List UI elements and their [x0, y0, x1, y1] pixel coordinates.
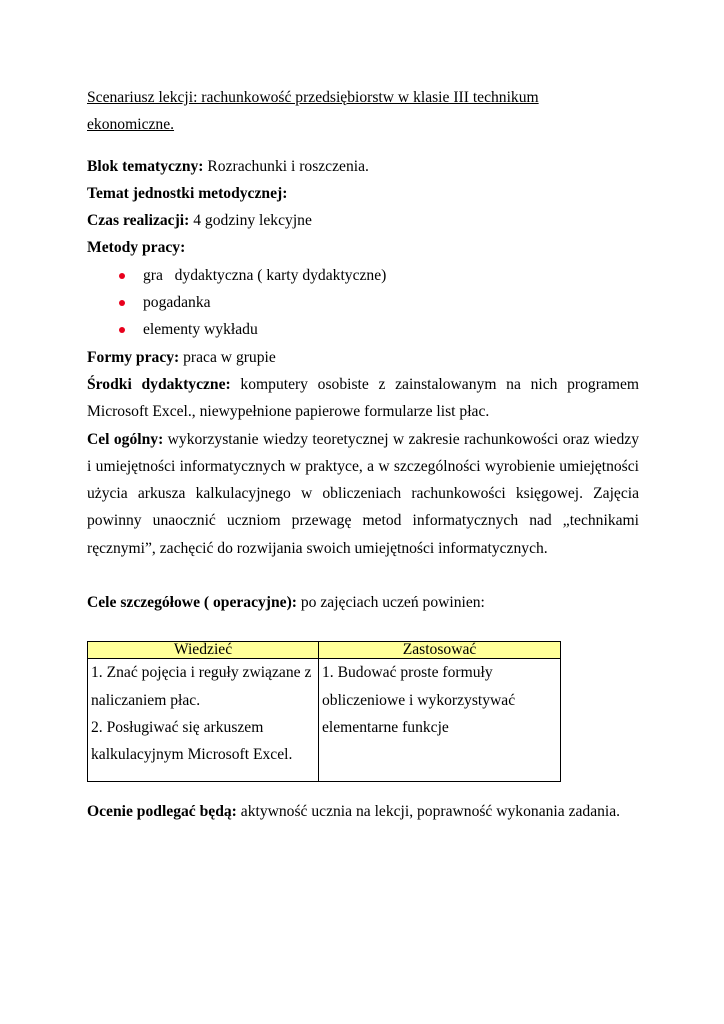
- srodki-dydaktyczne: [87, 371, 639, 426]
- temat-label: Temat jednostki metodycznej:: [87, 184, 288, 202]
- document-page: [87, 84, 639, 826]
- metody-label: Metody pracy:: [87, 239, 186, 257]
- formy-value: praca w grupie: [179, 348, 276, 366]
- title-line-1: Scenariusz lekcji: rachunkowość przedsiębiorstw w klasie III technikum: [87, 89, 539, 106]
- header-wiedziec: Wiedzieć: [88, 642, 319, 659]
- cel-label: Cel ogólny:: [87, 430, 164, 448]
- srodki-label: Środki dydaktyczne:: [87, 375, 231, 393]
- czas-value: 4 godziny lekcyjne: [189, 212, 312, 230]
- formy-pracy: [87, 344, 639, 371]
- header-zastosowac: Zastosować: [319, 642, 561, 659]
- document-title: [87, 84, 639, 139]
- cell-zastosowac: 1. Budować proste formuły obliczeniowe i wykorzystywać elementarne funkcje: [319, 659, 561, 782]
- title-line-2: ekonomiczne.: [87, 116, 175, 134]
- srodki-value: komputery osobiste z zainstalowanym na nich programem Microsoft Excel., niewypełnione papierowe formularze list płac.: [87, 375, 639, 421]
- table-row: [88, 659, 561, 782]
- czas-label: Czas realizacji:: [87, 212, 190, 230]
- czas-realizacji: [87, 207, 639, 234]
- ocenie-value: aktywność ucznia na lekcji, poprawność wykonania zadania.: [236, 803, 621, 821]
- list-item: elementy wykładu: [119, 316, 639, 343]
- blok-tematyczny: [87, 153, 639, 180]
- cele-label: Cele szczegółowe ( operacyjne):: [87, 594, 297, 612]
- temat-jednostki: [87, 180, 639, 207]
- ocenie-label: Ocenie podlegać będą:: [87, 803, 237, 821]
- list-item: gra dydaktyczna ( karty dydaktyczne): [119, 262, 639, 289]
- table-header-row: [88, 642, 561, 659]
- ocenie-podlegac: [87, 798, 639, 825]
- cell-wiedziec: 1. Znać pojęcia i reguły związane z naliczaniem płac. 2. Posługiwać się arkuszem kalkulacyjnym Microsoft Excel.: [88, 659, 319, 782]
- cele-value: po zajęciach uczeń powinien:: [296, 594, 485, 612]
- list-item: pogadanka: [119, 289, 639, 316]
- blok-value: Rozrachunki i roszczenia.: [203, 157, 369, 175]
- metody-pracy: [87, 234, 639, 261]
- goals-table: [87, 641, 561, 782]
- methods-list: [87, 262, 639, 344]
- cel-value: wykorzystanie wiedzy teoretycznej w zakresie rachunkowości oraz wiedzy i umiejętności informatycznych w praktyce, a w szczególności wyrobienie umiejętności użycia arkusza kalkulacyjnego w obliczeniach rachunkowości księgowej. Zajęcia powinny unaocznić uczniom przewagę metod informatycznych nad „technikami ręcznymi”, zachęcić do rozwijania swoich umiejętności informatycznych.: [87, 430, 639, 557]
- cel-ogolny: [87, 426, 639, 562]
- blok-label: Blok tematyczny:: [87, 157, 204, 175]
- formy-label: Formy pracy:: [87, 348, 180, 366]
- cele-szczegolowe: [87, 589, 639, 616]
